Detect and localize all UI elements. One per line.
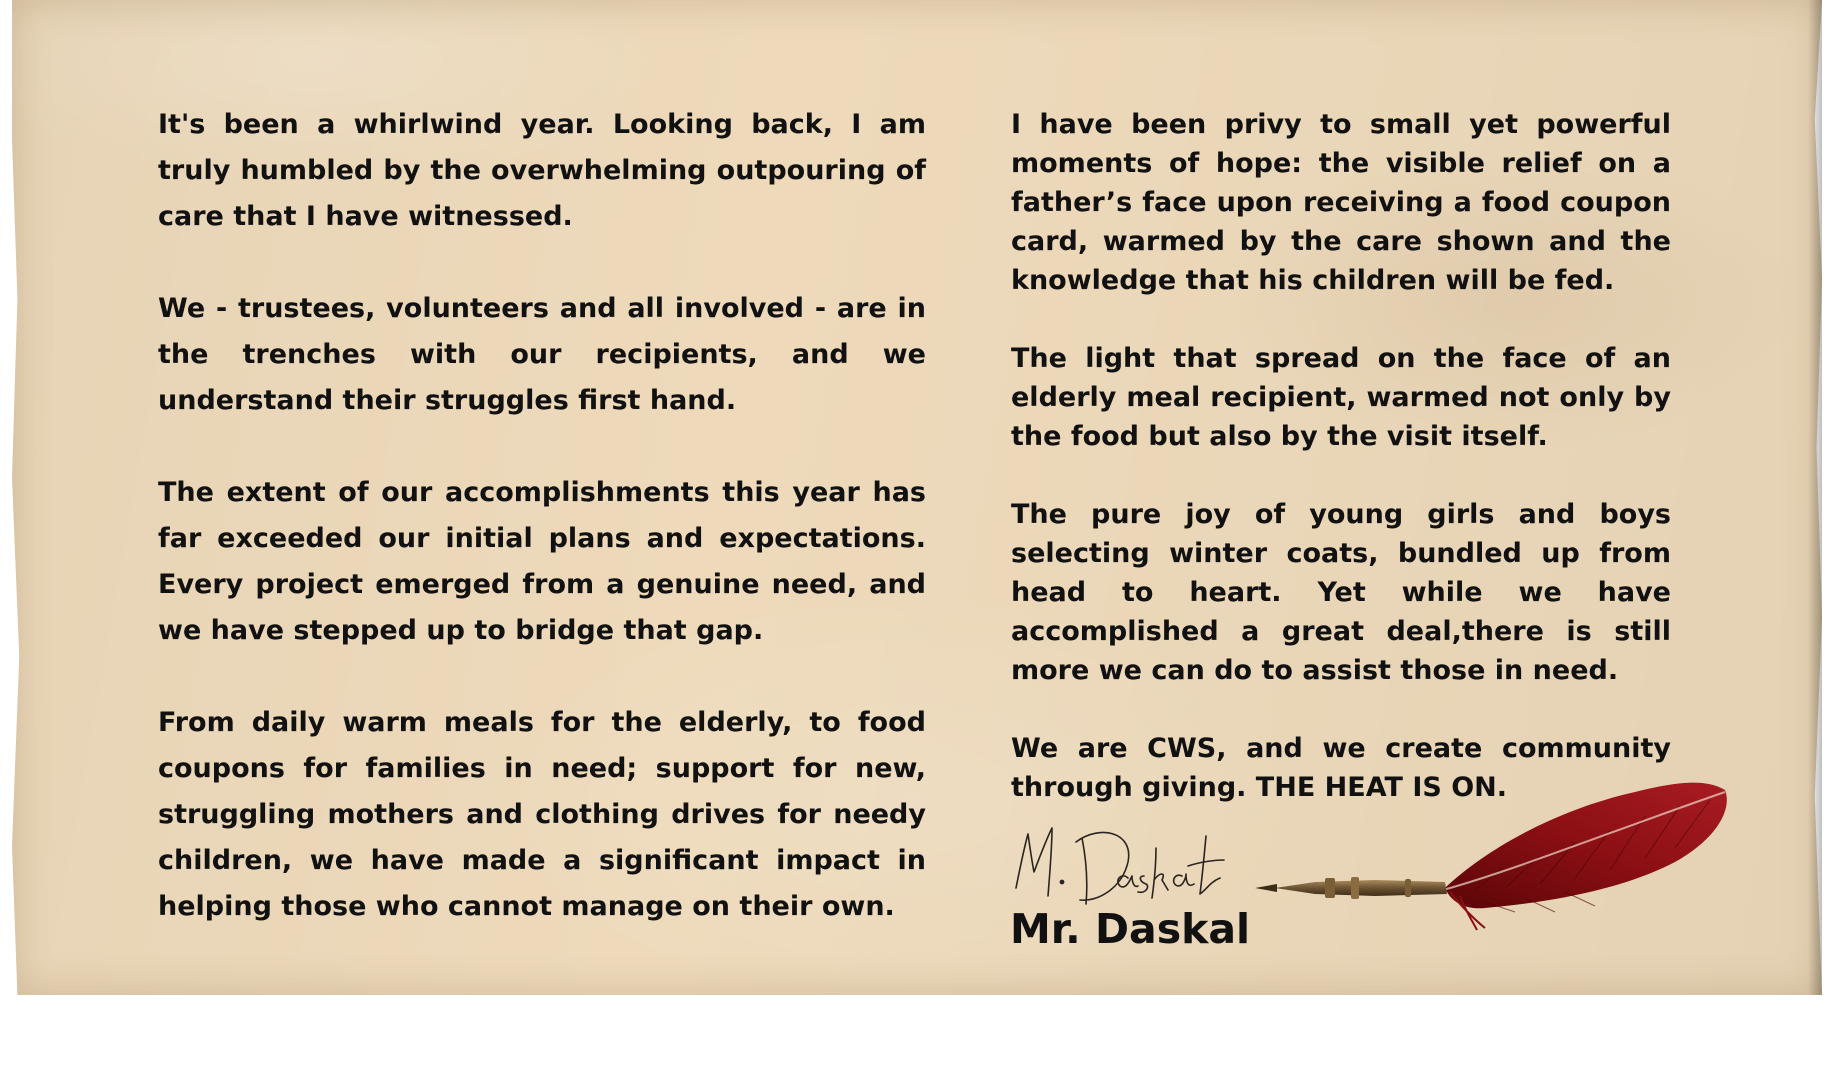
right-paragraph-1: I have been privy to small yet powerful moments of hope: the visible relief on a father’s face upon receiving a food coupon card, warmed by the care shown and the knowledge that his children will be fed. xyxy=(1011,109,1671,296)
paper-edge-shadow xyxy=(1808,0,1822,995)
left-paragraph-3: The extent of our accomplishments this year has far exceeded our initial plans and expectations. Every project emerged from a genuine need, and we have stepped up to bridge that gap. xyxy=(158,477,926,646)
left-paragraph-2: We - trustees, volunteers and all involved - are in the trenches with our recipients, and we understand their struggles first hand. xyxy=(158,293,926,416)
handwritten-signature xyxy=(1010,818,1230,918)
letter-right-column xyxy=(1011,105,1671,807)
left-paragraph-1: It's been a whirlwind year. Looking back, I am truly humbled by the overwhelming outpouring of care that I have witnessed. xyxy=(158,109,926,232)
right-paragraph-4: We are CWS, and we create community through giving. THE HEAT IS ON. xyxy=(1011,733,1671,803)
signer-name: Mr. Daskal xyxy=(1010,905,1251,953)
right-paragraph-3: The pure joy of young girls and boys selecting winter coats, bundled up from head to heart. Yet while we have accomplished a great deal,there is still more we can do to assist those in need. xyxy=(1011,499,1671,686)
right-paragraph-2: The light that spread on the face of an elderly meal recipient, warmed not only by the food but also by the visit itself. xyxy=(1011,343,1671,452)
quill-pen-icon xyxy=(1255,770,1735,940)
left-paragraph-4: From daily warm meals for the elderly, to food coupons for families in need; support for new, struggling mothers and clothing drives for needy children, we have made a significant impact in helping those who cannot manage on their own. xyxy=(158,707,926,922)
letter-left-column xyxy=(158,102,926,930)
